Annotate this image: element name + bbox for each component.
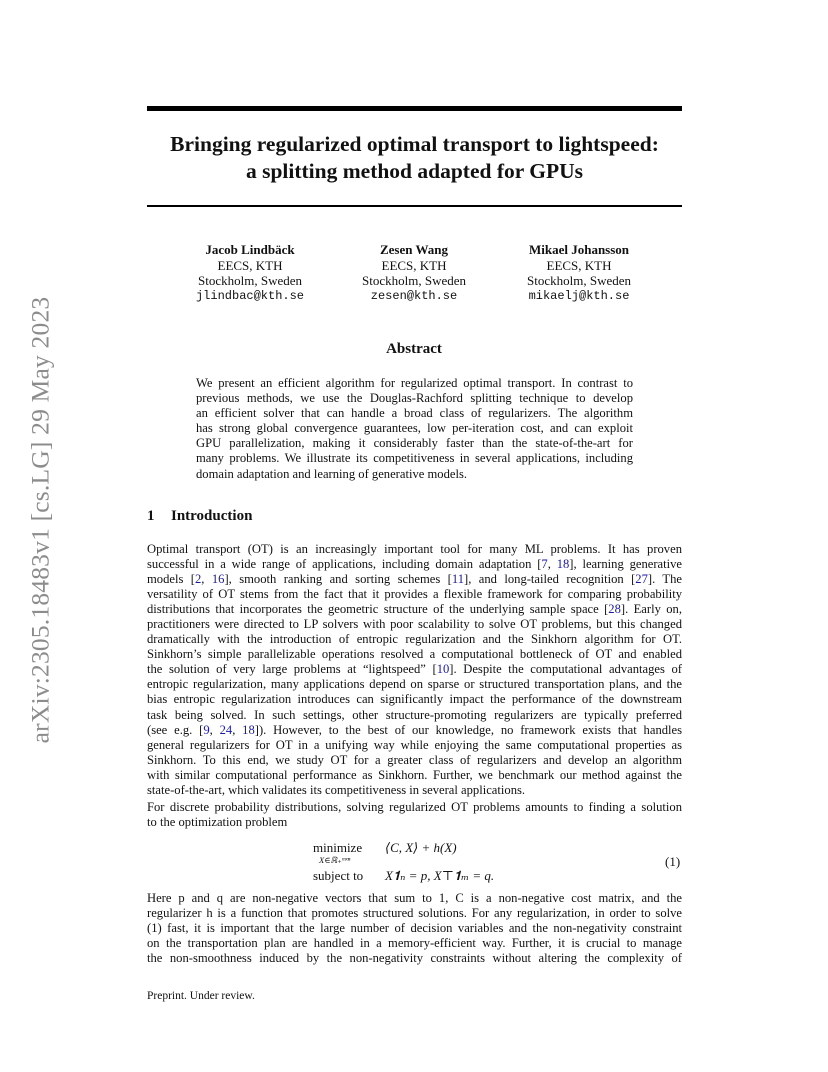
author-2-email[interactable]: zesen@kth.se (370, 288, 458, 303)
abstract-line: domain adaptation and learning of generative models. (196, 466, 468, 481)
abstract-line: an efficient solver that can handle a broad class of regularizers. The algorithm (196, 406, 633, 421)
citation-link[interactable]: 24 (219, 722, 233, 737)
abstract-heading: Abstract (386, 341, 442, 357)
author-3-location: Stockholm, Sweden (527, 273, 631, 288)
citation-link[interactable]: 2 (195, 572, 202, 587)
citation-link[interactable]: 9 (203, 722, 210, 737)
author-2-location: Stockholm, Sweden (362, 273, 466, 288)
body-line: regularizer h is a function that promotes structured solutions. For any regularization, in order to solve (147, 906, 682, 921)
body-line: practitioners were directed to LP solvers with poor scalability to solve OT problems, but this changed (147, 617, 682, 632)
abstract-line: many problems. We illustrate its competitiveness in several applications, including (196, 451, 633, 466)
body-line: For discrete probability distributions, solving regularized OT problems amounts to finding a solution (147, 800, 682, 814)
introduction-paragraph (147, 542, 682, 798)
abstract-line: We present an efficient algorithm for regularized optimal transport. In contrast to (196, 376, 633, 390)
body-line: versatility of OT stems from the fact that it provides a flexible framework for comparing probability (147, 587, 682, 602)
body-line: bias entropic regularization introduces can significantly impact the performance of the downstream (147, 692, 682, 707)
title-line-2: a splitting method adapted for GPUs (245, 159, 584, 183)
title-rule-bottom (147, 205, 682, 207)
abstract-line: previous methods, we use the Douglas-Rachford splitting technique to develop (196, 391, 633, 406)
body-line: Here p and q are non-negative vectors that sum to 1, C is a non-negative cost matrix, and the (147, 891, 682, 905)
author-2-affiliation: EECS, KTH (381, 257, 447, 273)
body-line: successful in a wide range of applications, including domain adaptation [7, 18], learning generative (147, 557, 683, 572)
title-rule-top (147, 106, 682, 111)
body-line: to the optimization problem (147, 815, 288, 830)
equation-domain: X∈ℝ₊ᵐˣⁿ (319, 855, 351, 865)
body-line: dramatically with the introduction of entropic regularization and the Sinkhorn algorithm for OT. (147, 632, 682, 647)
preprint-footer: Preprint. Under review. (147, 990, 255, 1002)
abstract-line: has strong global convergence guarantees, low per-iteration cost, and can exploit (196, 421, 633, 436)
author-3-affiliation: EECS, KTH (546, 257, 612, 273)
title-line-1: Bringing regularized optimal transport to lightspeed: (170, 132, 659, 156)
body-line: models [2, 16], smooth ranking and sorting schemes [11], and long-tailed recognition [27]. The (147, 572, 682, 587)
citation-link[interactable]: 27 (635, 572, 648, 587)
author-3-email[interactable]: mikaelj@kth.se (528, 288, 630, 303)
author-1-name: Jacob Lindbäck (205, 242, 295, 257)
citation-link[interactable]: 11 (451, 572, 464, 587)
equation-subject-to: subject to (313, 868, 364, 883)
body-line: (1) fast, it is important that the large number of decision variables and the non-negativity constraint (147, 921, 682, 936)
body-line: task being solved. In such settings, other structure-promoting regularizers are typically preferred (147, 707, 682, 722)
body-line: distributions that incorporates the geometric structure of the underlying sample space [28]. Early on, (147, 602, 682, 617)
author-1 (170, 242, 330, 304)
problem-description-paragraph (147, 891, 682, 966)
citation-link[interactable]: 18 (556, 557, 570, 572)
author-3 (499, 242, 659, 304)
body-line: with similar computational performance as Sinkhorn. Further, we benchmark our method against the (147, 767, 682, 782)
author-3-name: Mikael Johansson (528, 242, 630, 257)
body-line: Optimal transport (OT) is an increasingly important tool for many ML problems. It has proven (147, 542, 682, 556)
author-1-affiliation: EECS, KTH (217, 257, 283, 273)
author-2 (334, 242, 494, 304)
equation-minimize: minimize (313, 840, 363, 855)
equation-constraints: X𝟏ₙ = p, X⊤𝟏ₘ = q. (385, 868, 495, 883)
abstract-text (196, 376, 633, 482)
equation-objective: ⟨C, X⟩ + h(X) (385, 840, 457, 855)
body-line: (see e.g. [9, 24, 18]). However, to the best of our knowledge, no framework exists that handles (147, 722, 683, 737)
section-heading-introduction (147, 508, 252, 525)
arxiv-identifier-text: arXiv:2305.18483v1 [cs.LG] 29 May 2023 (25, 296, 55, 744)
citation-link[interactable]: 16 (211, 572, 225, 587)
author-1-location: Stockholm, Sweden (198, 273, 302, 288)
body-line: the non-smoothness induced by the non-negativity constraints without altering the complexity of (147, 951, 682, 966)
body-line: general regularizers for OT in a unifying way while enjoying the same computational properties as (147, 737, 682, 752)
citation-link[interactable]: 10 (436, 662, 450, 677)
section-number: 1 (147, 508, 155, 524)
author-1-email[interactable]: jlindbac@kth.se (195, 288, 305, 303)
body-line: state-of-the-art, which validates its competitiveness in several applications. (147, 782, 526, 797)
problem-statement-paragraph (147, 800, 682, 830)
body-line: the solution of very large problems at “lightspeed” [10]. Despite the computational advantages of (147, 662, 682, 677)
body-line: entropic regularization, many applications depend on sparse or structured transportation plans, and the (147, 677, 682, 692)
body-line: Sinkhorn. To this end, we study OT for a greater class of regularizers and develop an algorithm (147, 752, 682, 767)
section-title: Introduction (171, 508, 253, 524)
author-2-name: Zesen Wang (379, 242, 449, 257)
citation-link[interactable]: 18 (242, 722, 255, 737)
paper-title (140, 131, 689, 185)
abstract-line: GPU parallelization, making it considerably faster than the state-of-the-art for (196, 436, 633, 451)
equation-1 (0, 838, 828, 886)
citation-link[interactable]: 7 (541, 557, 548, 572)
body-line: on the transportation plan are handled in a memory-efficient way. Further, it is crucial to manage (147, 936, 682, 951)
equation-number: (1) (665, 854, 681, 869)
body-line: Sinkhorn’s simple parallelizable operations resolved a computational bottleneck of OT and enabled (147, 647, 682, 662)
citation-link[interactable]: 28 (608, 602, 621, 617)
